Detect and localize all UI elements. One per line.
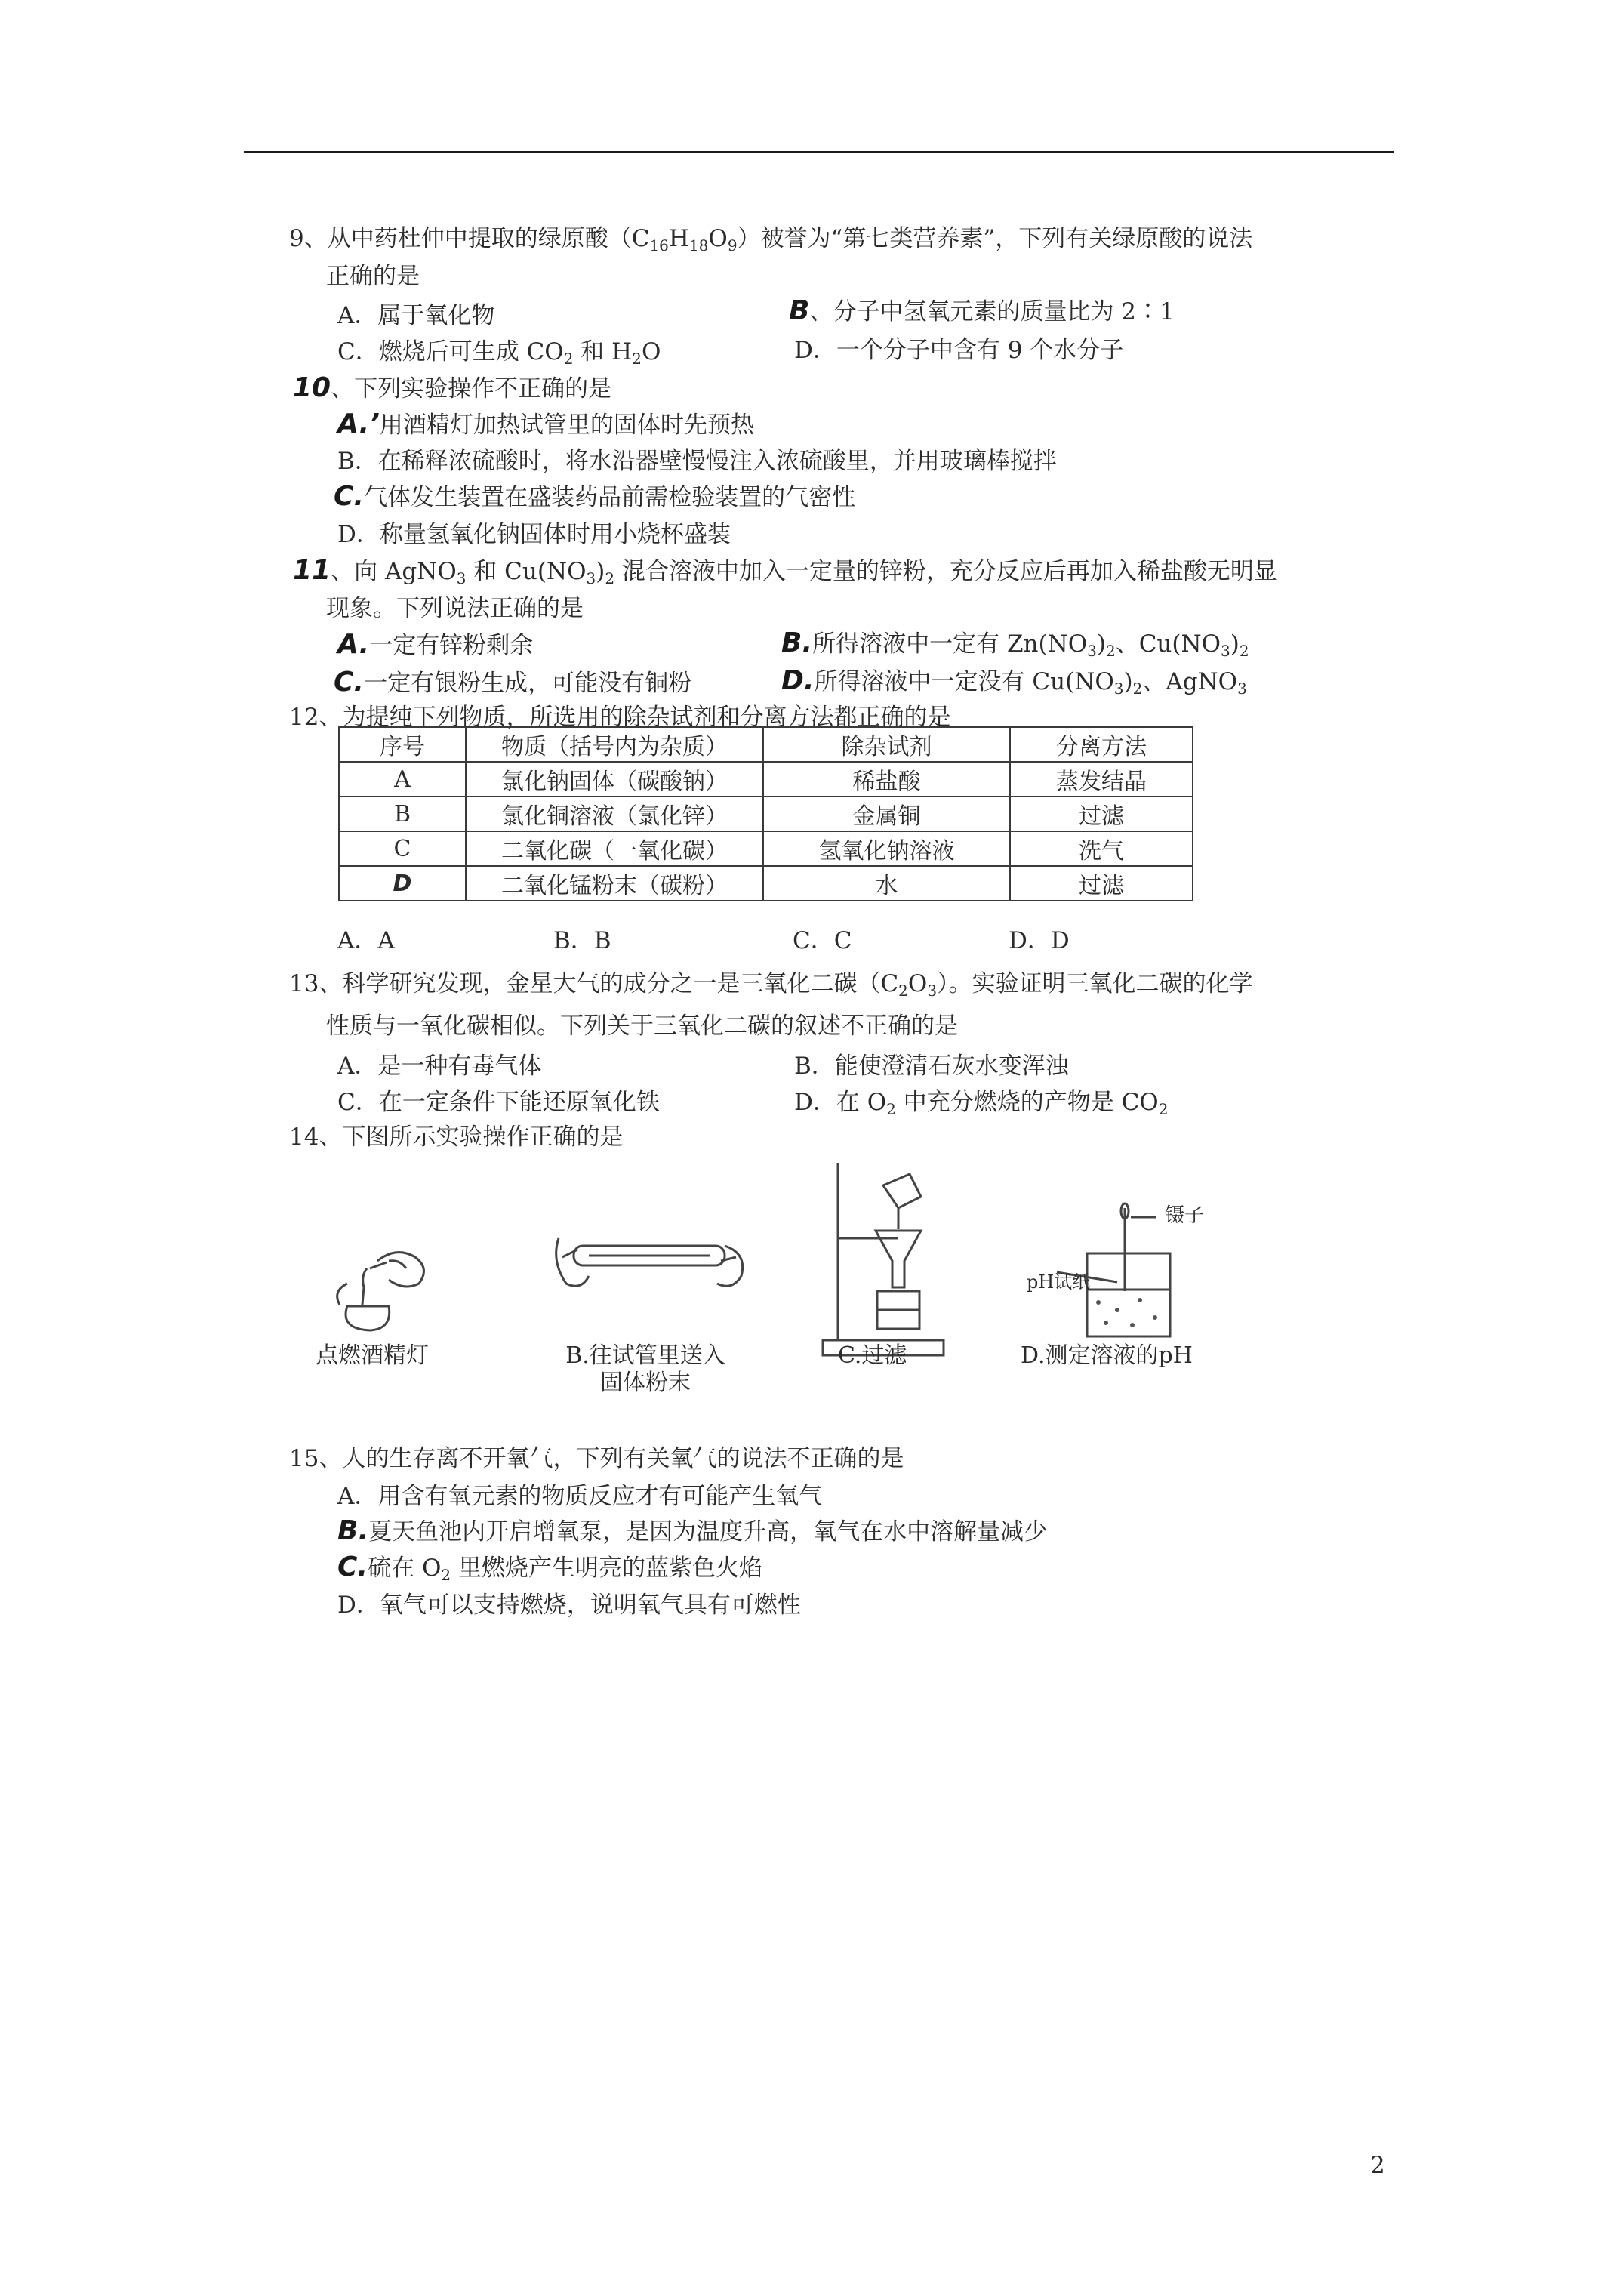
q12-option-b: B．B [553,927,611,954]
header-rule [244,151,1394,153]
q10-option-b: B．在稀释浓硫酸时，将水沿器壁慢慢注入浓硫酸里，并用玻璃棒搅拌 [337,448,1057,475]
q13-option-b: B．能使澄清石灰水变浑浊 [794,1052,1069,1080]
figure-b-caption: B.往试管里送入 固体粉末 [565,1342,725,1396]
q12-option-c: C．C [793,927,852,954]
table-header-cell: 除杂试剂 [763,727,1010,762]
table-header-row [339,727,1193,762]
q10-stem: 10、下列实验操作不正确的是 [293,372,612,403]
q12-table [338,726,1193,901]
table-row [339,797,1193,831]
q13-stem-cont: 性质与一氧化碳相似。下列关于三氧化二碳的叙述不正确的是 [326,1012,958,1040]
q13-option-c: C．在一定条件下能还原氧化铁 [337,1089,660,1116]
table-row [339,762,1193,797]
q10-option-c: C.气体发生装置在盛装药品前需检验装置的气密性 [334,481,856,512]
q12-option-d: D．D [1009,927,1070,954]
table-cell: 氢氧化钠溶液 [763,831,1010,866]
table-cell: 氯化钠固体（碳酸钠） [466,762,763,797]
q13-option-a: A．是一种有毒气体 [337,1052,542,1080]
tweezers-label: 镊子 [1165,1204,1205,1227]
q9-stem-cont: 正确的是 [326,263,420,290]
q11-option-b: B.所得溶液中一定有 $Zn(NO_3)_2$、$Cu(NO_3)_2$ [781,627,1249,660]
q13-stem: 13、科学研究发现，金星大气的成分之一是三氧化二碳$(C_2O_3)$。实验证明三氧化二碳的化学 [289,970,1253,1000]
q11-option-a: A.一定有锌粉剩余 [337,629,534,660]
q11-option-d: D.所得溶液中一定没有 $Cu(NO_3)_2$、AgNO$_3$ [781,665,1247,698]
q9-stem: 9、从中药杜仲中提取的绿原酸$(C_{16}H_{18}O_9)$被誉为“第七类营养素”，下列有关绿原酸的说法 [289,225,1253,254]
table-row [339,831,1193,866]
q13-option-d: D．在 $O_2$ 中充分燃烧的产物是 $CO_2$ [794,1089,1169,1118]
q15-option-b: B.夏天鱼池内开启增氧泵，是因为温度升高，氧气在水中溶解量减少 [337,1515,1048,1546]
q15-option-d: D．氧气可以支持燃烧，说明氧气具有可燃性 [337,1592,801,1619]
table-header-cell: 分离方法 [1010,727,1193,762]
table-header-cell: 序号 [339,727,466,762]
q12-stem: 12、为提纯下列物质，所选用的除杂试剂和分离方法都正确的是 [289,704,951,731]
figure-a-caption: 点燃酒精灯 [316,1342,429,1369]
q11-stem-cont: 现象。下列说法正确的是 [326,595,584,622]
test-tube-figure [544,1216,755,1306]
ph-paper-label: pH试纸 [1027,1271,1091,1293]
q15-option-a: A．用含有氧元素的物质反应才有可能产生氧气 [337,1483,823,1510]
table-header-cell: 物质（括号内为杂质） [466,727,763,762]
table-row [339,866,1193,901]
q9-option-c: C．燃烧后可生成 $CO_2$ 和 $H_2O$ [337,338,661,368]
figure-c-caption: C.过滤 [838,1342,907,1369]
table-cell: 氯化铜溶液（氯化锌） [466,797,763,831]
q14-stem: 14、下图所示实验操作正确的是 [289,1123,624,1151]
table-cell: 过滤 [1010,797,1193,831]
table-cell: 二氧化锰粉末（碳粉） [466,866,763,901]
figure-d-caption: D.测定溶液的pH [1021,1342,1193,1369]
page-number: 2 [1370,2152,1385,2179]
table-cell: C [339,831,466,866]
q10-option-a: A.’用酒精灯加热试管里的固体时先预热 [337,408,754,439]
filtration-figure [815,1155,966,1359]
q11-stem: 11、向 AgNO$_3$ 和 $Cu(NO_3)_2$ 混合溶液中加入一定量的锌粉，充分反应后再加入稀盐酸无明显 [293,555,1277,587]
q11-option-c: C.一定有银粉生成，可能没有铜粉 [334,667,692,698]
table-cell: 二氧化碳（一氧化碳） [466,831,763,866]
table-cell: D [339,866,466,901]
q10-option-d: D．称量氢氧化钠固体时用小烧杯盛装 [337,521,731,548]
table-cell: 稀盐酸 [763,762,1010,797]
table-cell: A [339,762,466,797]
table-cell: 金属铜 [763,797,1010,831]
q15-stem: 15、人的生存离不开氧气，下列有关氧气的说法不正确的是 [289,1445,904,1472]
alcohol-lamp-figure [317,1216,453,1336]
q15-option-c: C.硫在 $O_2$ 里燃烧产生明亮的蓝紫色火焰 [337,1552,762,1584]
q12-option-a: A．A [337,927,395,954]
q9-option-d: D．一个分子中含有 9 个水分子 [794,337,1124,364]
table-cell: B [339,797,466,831]
table-cell: 过滤 [1010,866,1193,901]
q9-option-b: B、分子中氢氧元素的质量比为 2∶1 [789,295,1175,326]
table-cell: 水 [763,866,1010,901]
q9-option-a: A．属于氧化物 [337,302,495,329]
table-cell: 蒸发结晶 [1010,762,1193,797]
table-cell: 洗气 [1010,831,1193,866]
